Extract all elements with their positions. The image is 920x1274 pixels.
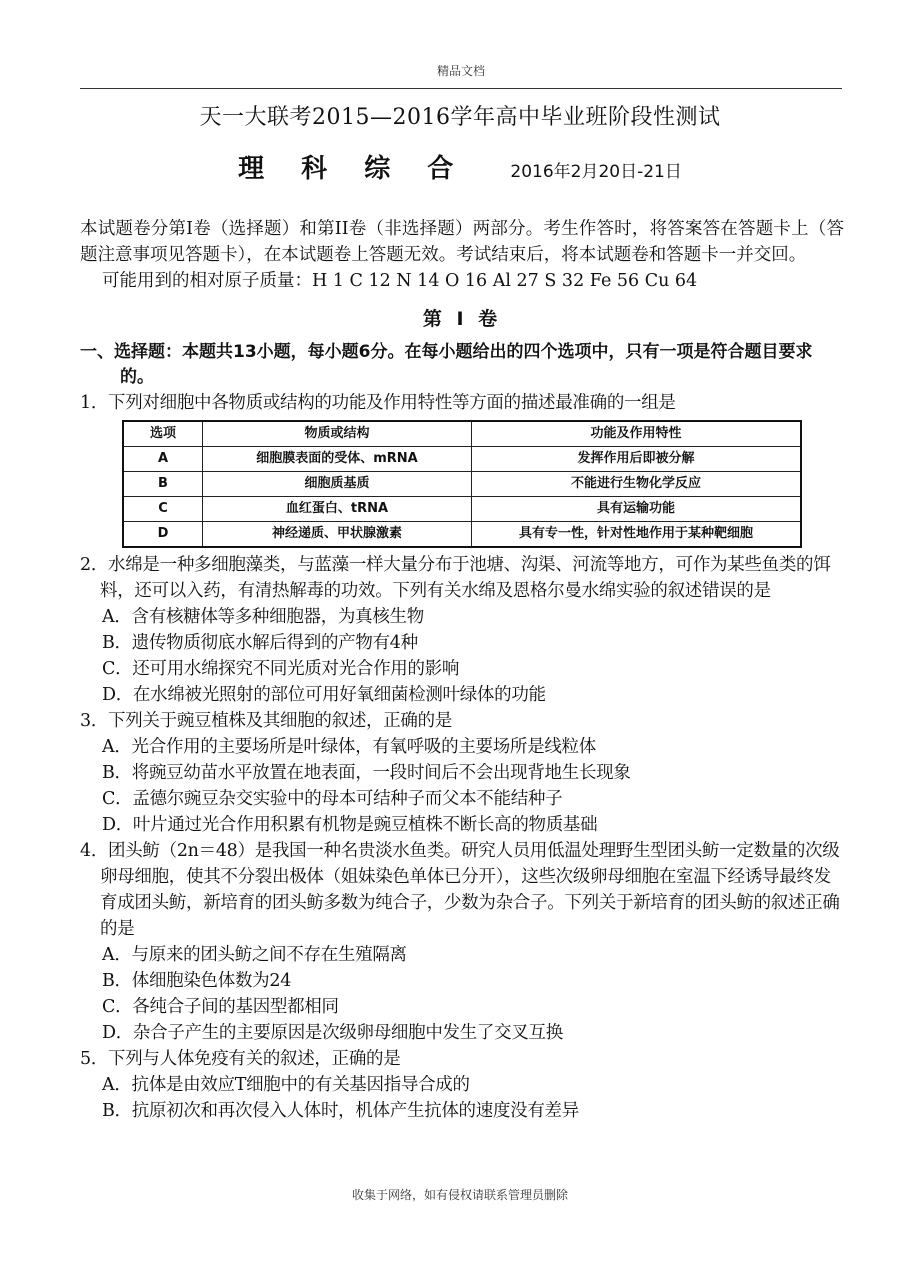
table-row xyxy=(123,497,801,522)
table-cell: 具有运输功能 xyxy=(472,497,802,522)
option-a: A．含有核糖体等多种细胞器，为真核生物 xyxy=(102,607,424,627)
option-d: D．杂合子产生的主要原因是次级卵母细胞中发生了交叉互换 xyxy=(102,1023,563,1043)
option-c: C．各纯合子间的基因型都相同 xyxy=(102,997,339,1017)
table-cell: 发挥作用后即被分解 xyxy=(472,447,802,472)
table-cell: A xyxy=(123,447,203,472)
option-a: A．抗体是由效应T细胞中的有关基因指导合成的 xyxy=(102,1075,470,1095)
table-row xyxy=(123,522,801,548)
question-stem: 3．下列关于豌豆植株及其细胞的叙述，正确的是 xyxy=(80,711,453,731)
table-cell: 神经递质、甲状腺激素 xyxy=(203,522,472,548)
part-one-heading: 第 I 卷 xyxy=(422,308,502,330)
option-d: D．叶片通过光合作用积累有机物是豌豆植株不断长高的物质基础 xyxy=(102,815,598,835)
table-cell: 细胞质基质 xyxy=(203,472,472,497)
question-stem: 2．水绵是一种多细胞藻类，与蓝藻一样大量分布于池塘、沟渠、河流等地方，可作为某些鱼类的饵料，还可以入药，有清热解毒的功效。下列有关水绵及恩格尔曼水绵实验的叙述错误的是 xyxy=(80,555,831,601)
table-header-row xyxy=(123,421,801,447)
question-stem: 4．团头鲂（2n＝48）是我国一种名贵淡水鱼类。研究人员用低温处理野生型团头鲂一定数量的次级卵母细胞，使其不分裂出极体（姐妹染色单体已分开），这些次级卵母细胞在室温下经诱导最终发育成团头鲂，新培育的团头鲂多数为纯合子，少数为杂合子。下列关于新培育的团头鲂的叙述正确的是 xyxy=(80,841,840,939)
section-heading: 一、选择题：本题共13小题，每小题6分。在每小题给出的四个选项中，只有一项是符合题目要求的。 xyxy=(80,342,813,387)
option-b: B．遗传物质彻底水解后得到的产物有4种 xyxy=(102,633,418,653)
atomic-masses-line: 可能用到的相对原子质量：H 1 C 12 N 14 O 16 Al 27 S 32 Fe 56 Cu 64 xyxy=(102,271,698,291)
table-cell: 不能进行生物化学反应 xyxy=(472,472,802,497)
question-3 xyxy=(80,708,844,838)
question-5 xyxy=(80,1046,844,1124)
question-stem: 5．下列与人体免疫有关的叙述，正确的是 xyxy=(80,1049,401,1069)
option-b: B．体细胞染色体数为24 xyxy=(102,971,292,991)
table-cell: C xyxy=(123,497,203,522)
option-d: D．在水绵被光照射的部位可用好氧细菌检测叶绿体的功能 xyxy=(102,685,546,705)
header-text: 精品文档 xyxy=(436,64,485,78)
question-1 xyxy=(80,390,844,548)
question-4 xyxy=(80,838,844,1046)
exam-title: 天一大联考2015—2016学年高中毕业班阶段性测试 xyxy=(199,105,721,130)
option-c: C．孟德尔豌豆杂交实验中的母本可结种子而父本不能结种子 xyxy=(102,789,563,809)
instructions-paragraph: 本试题卷分第I卷（选择题）和第II卷（非选择题）两部分。考生作答时，将答案答在答题卡上（答题注意事项见答题卡），在本试题卷上答题无效。考试结束后，将本试题卷和答题卡一并交回。 xyxy=(80,219,844,265)
option-b: B．将豌豆幼苗水平放置在地表面，一段时间后不会出现背地生长现象 xyxy=(102,763,631,783)
option-b: B．抗原初次和再次侵入人体时，机体产生抗体的速度没有差异 xyxy=(102,1101,579,1121)
option-a: A．光合作用的主要场所是叶绿体，有氧呼吸的主要场所是线粒体 xyxy=(102,737,596,757)
option-a: A．与原来的团头鲂之间不存在生殖隔离 xyxy=(102,945,407,965)
page-footer: 收集于网络，如有侵权请联系管理员删除 xyxy=(351,1188,568,1202)
table-cell: 细胞膜表面的受体、mRNA xyxy=(203,447,472,472)
subject-title: 理 科 综 合 xyxy=(238,154,468,184)
question-stem: 1．下列对细胞中各物质或结构的功能及作用特性等方面的描述最准确的一组是 xyxy=(80,393,676,413)
table-cell: 血红蛋白、tRNA xyxy=(203,497,472,522)
table-cell: B xyxy=(123,472,203,497)
question-2 xyxy=(80,552,844,708)
column-header: 物质或结构 xyxy=(203,421,472,447)
subject-line xyxy=(0,148,920,188)
table-row xyxy=(123,447,801,472)
document-body xyxy=(80,216,844,1124)
option-c: C．还可用水绵探究不同光质对光合作用的影响 xyxy=(102,659,460,679)
table-cell: 具有专一性，针对性地作用于某种靶细胞 xyxy=(472,522,802,548)
column-header: 选项 xyxy=(123,421,203,447)
column-header: 功能及作用特性 xyxy=(472,421,802,447)
table-row xyxy=(123,472,801,497)
page-header xyxy=(80,62,842,89)
q1-table xyxy=(122,420,802,548)
exam-date: 2016年2月20日-21日 xyxy=(510,162,682,182)
table-cell: D xyxy=(123,522,203,548)
